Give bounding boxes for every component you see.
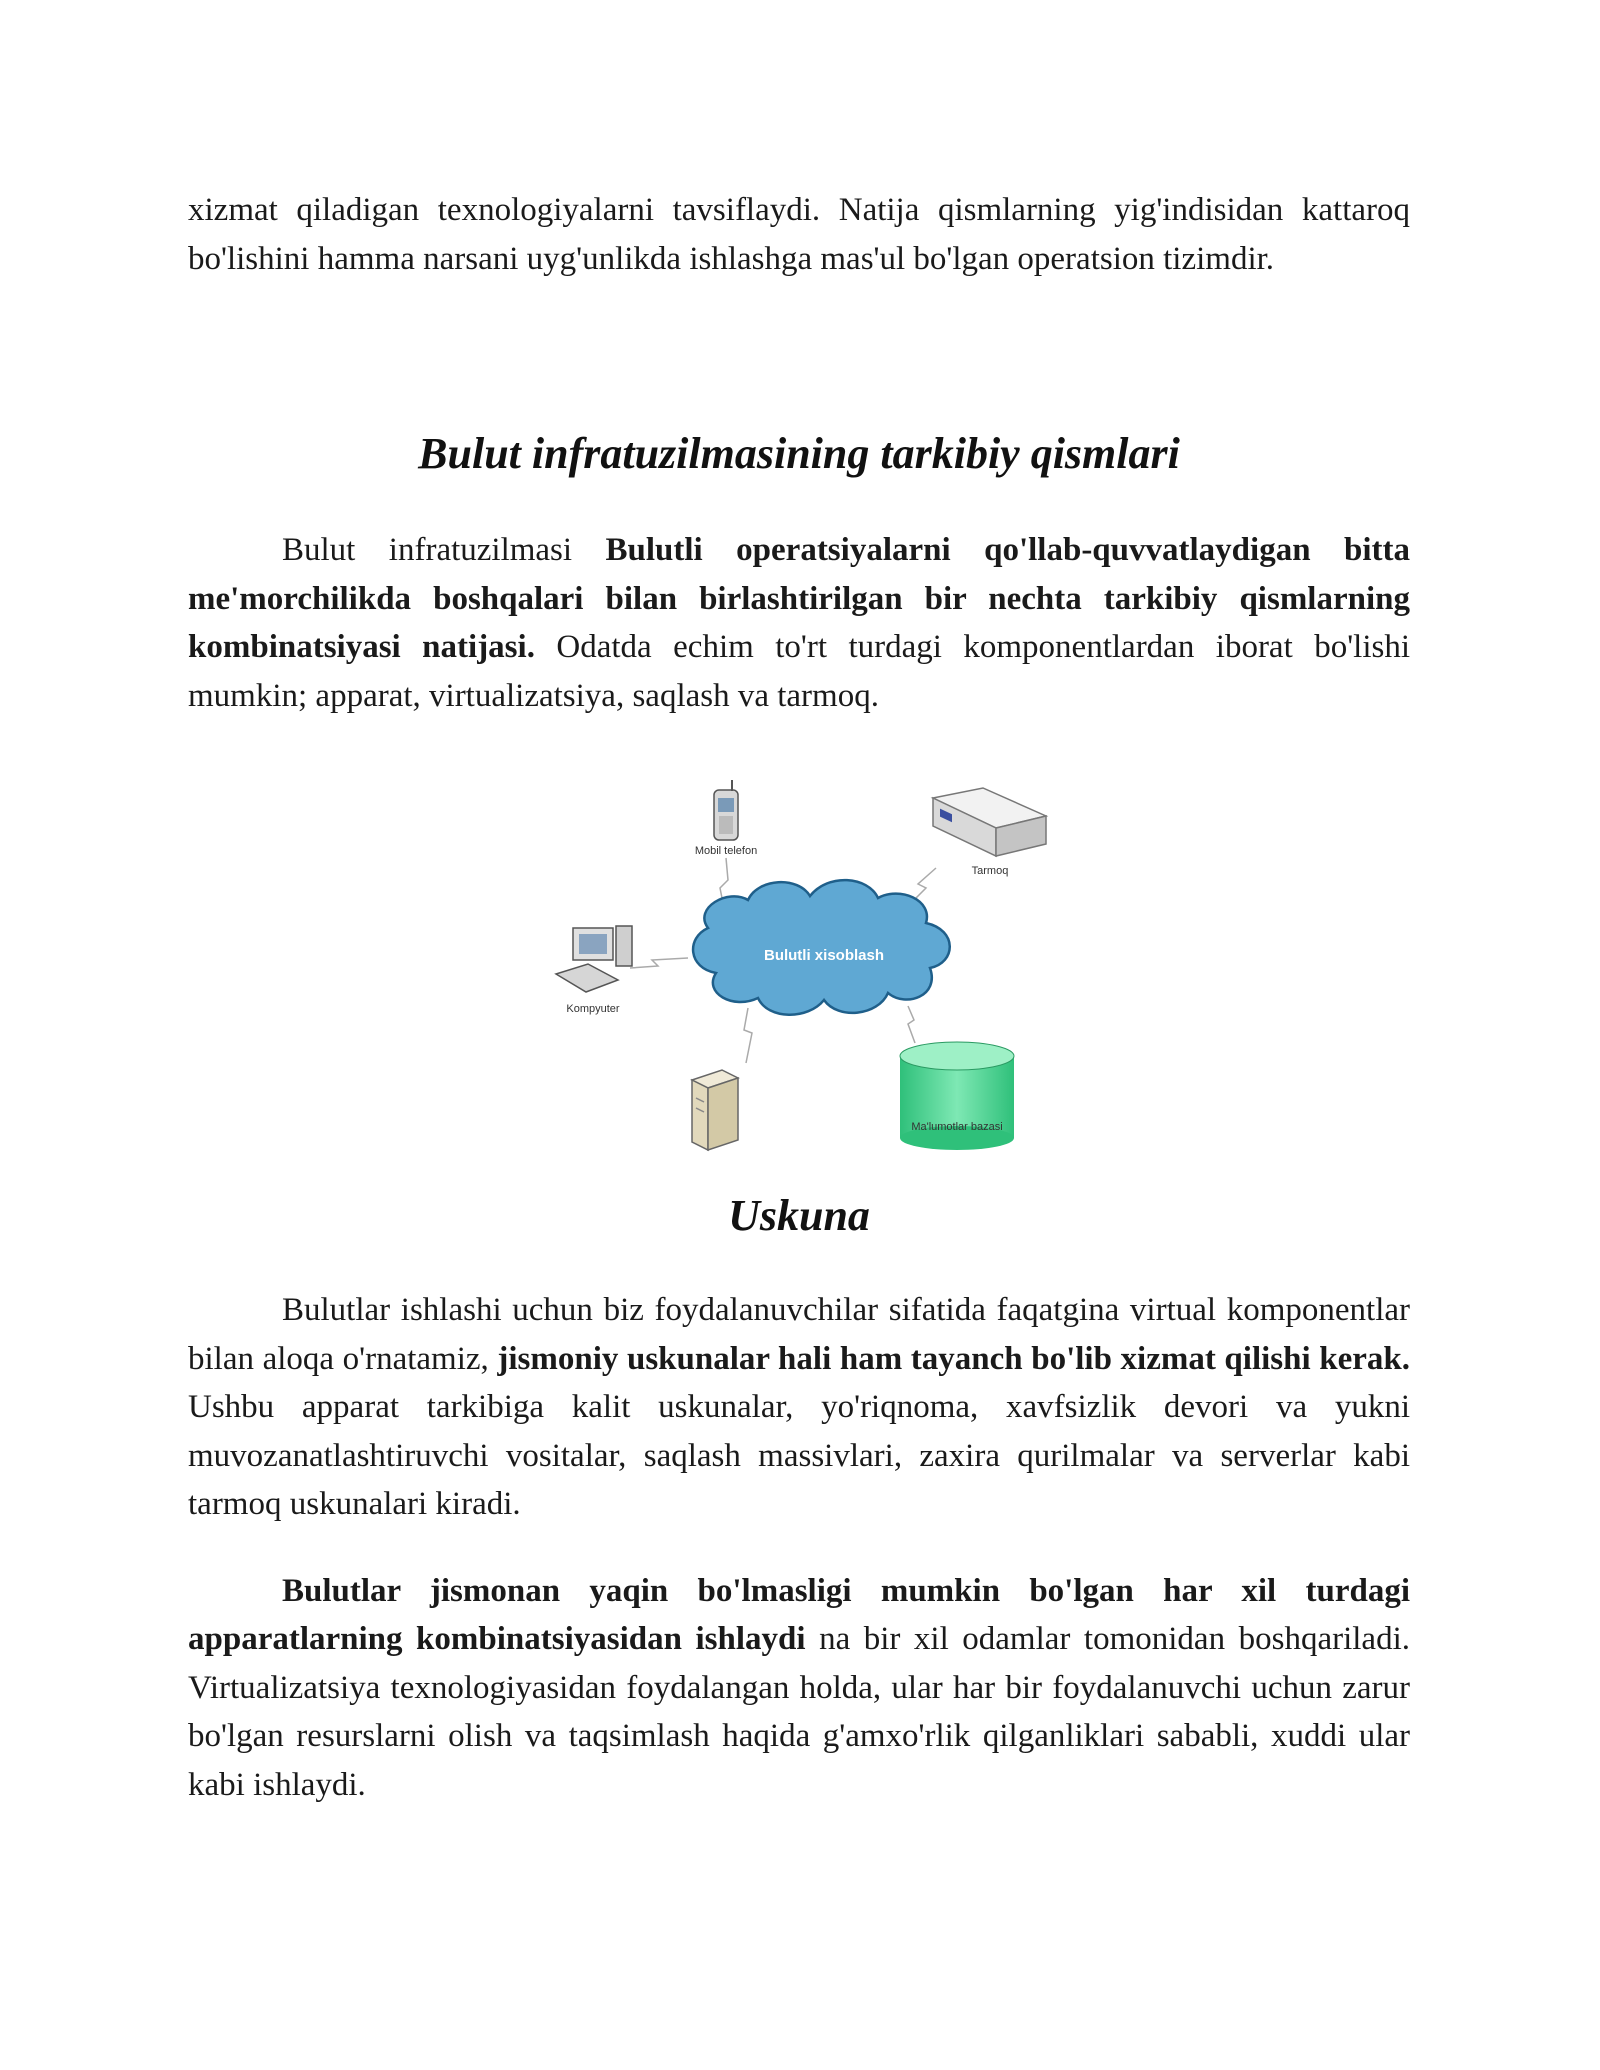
components-lead-text: Bulut infratuzilmasi: [282, 532, 606, 568]
network-label: Tarmoq: [971, 865, 1009, 877]
database-icon: [900, 1042, 1014, 1150]
cloud-label: Bulutli xisoblash: [763, 947, 885, 964]
computer-icon: [556, 926, 632, 992]
document-page: [188, 186, 1410, 1809]
computer-label: Kompyuter: [566, 1003, 620, 1015]
hardware-p1-rest-text: Ushbu apparat tarkibiga kalit uskunalar, yo'riqnoma, xavfsizlik devori va yukni muvozanatlashtiruvchi vositalar, saqlash massivlari, zaxira qurilmalar va serverlar kabi tarmoq uskunalari kiradi.: [188, 1389, 1410, 1522]
mobile-phone-label: Mobil telefon: [694, 845, 758, 857]
server-icon: [692, 1070, 738, 1150]
components-bold-text: Bulutli operatsiyalarni qo'llab-quvvatlaydigan bitta me'morchilikda boshqalari bilan birlashtirilgan bir nechta tarkibiy qismlarning kombinatsiyasi natijasi.: [188, 532, 1410, 665]
components-rest-text: Odatda echim to'rt turdagi komponentlardan iborat bo'lishi mumkin; apparat, virtualizatsiya, saqlash va tarmoq.: [188, 629, 1410, 714]
intro-paragraph: xizmat qiladigan texnologiyalarni tavsiflaydi. Natija qismlarning yig'indisidan kattaroq bo'lishini hamma narsani uyg'unlikda ishlashga mas'ul bo'lgan operatsion tizimdir.: [188, 192, 1410, 277]
section-heading-components: Bulut infratuzilmasining tarkibiy qismlari: [418, 429, 1180, 478]
hardware-p1-lead-text: Bulutlar ishlashi uchun biz foydalanuvchilar sifatida faqatgina virtual komponentlar bilan aloqa o'rnatamiz,: [188, 1292, 1410, 1377]
database-label: Ma'lumotlar bazasi: [911, 1121, 1003, 1133]
cloud-computing-diagram: [188, 758, 1410, 1168]
section-heading-hardware: Uskuna: [728, 1191, 870, 1240]
hardware-paragraph-2: [188, 1567, 1410, 1810]
hardware-p2-bold-text: Bulutlar jismonan yaqin bo'lmasligi mumkin bo'lgan har xil turdagi apparatlarning kombinatsiyasidan ishlaydi: [188, 1572, 1410, 1657]
components-paragraph: [188, 526, 1410, 720]
mobile-phone-icon: [714, 780, 738, 840]
network-device-icon: [933, 788, 1046, 856]
hardware-paragraph-1: [188, 1286, 1410, 1529]
hardware-p2-rest-text: na bir xil odamlar tomonidan boshqariladi. Virtualizatsiya texnologiyasidan foydalangan holda, ular har bir foydalanuvchi uchun zarur bo'lgan resurslarni olish va taqsimlash haqida g'amxo'rlik qilganliklari sababli, xuddi ular kabi ishlaydi.: [188, 1621, 1410, 1803]
hardware-p1-bold-text: jismoniy uskunalar hali ham tayanch bo'lib xizmat qilishi kerak.: [497, 1340, 1410, 1377]
